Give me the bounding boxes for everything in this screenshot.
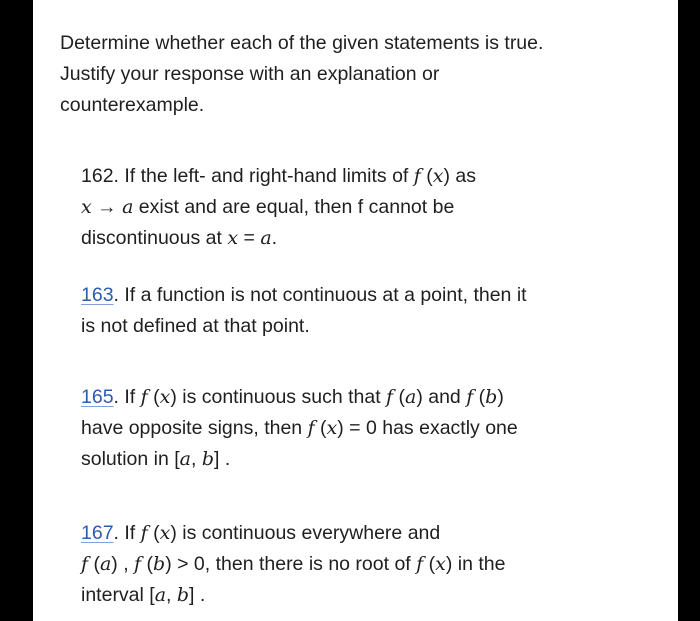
problem-number-link[interactable]: 167: [81, 522, 114, 544]
document-page: [33, 0, 678, 621]
problem-number-link[interactable]: 163: [81, 284, 114, 306]
instructions-line-1: Determine whether each of the given statements is true.: [60, 32, 544, 54]
problem-163: [81, 280, 641, 342]
problem-number-link[interactable]: 165: [81, 386, 114, 408]
problem-167: [81, 518, 641, 611]
problem-line: f (a) , f (b) > 0, then there is no root of f (x) in the: [81, 553, 506, 575]
problem-line: 167. If f (x) is continuous everywhere and: [81, 522, 441, 544]
problem-line: 163. If a function is not continuous at a point, then it: [81, 284, 527, 306]
problem-number: 162: [81, 165, 114, 187]
instructions: [60, 28, 660, 121]
problem-line: solution in [a, b] .: [81, 448, 231, 470]
problem-line: discontinuous at x = a.: [81, 227, 278, 249]
problem-162: [81, 161, 641, 254]
problem-line: 165. If f (x) is continuous such that f (a) and f (b): [81, 386, 504, 408]
instructions-line-3: counterexample.: [60, 94, 205, 116]
problem-line: is not defined at that point.: [81, 315, 310, 337]
problem-line: x → a exist and are equal, then f cannot be: [81, 196, 455, 218]
problem-165: [81, 382, 641, 475]
problem-line: have opposite signs, then f (x) = 0 has exactly one: [81, 417, 518, 439]
problem-line: 162. If the left- and right-hand limits of f (x) as: [81, 165, 476, 187]
instructions-line-2: Justify your response with an explanation or: [60, 63, 440, 85]
problem-line: interval [a, b] .: [81, 584, 206, 606]
